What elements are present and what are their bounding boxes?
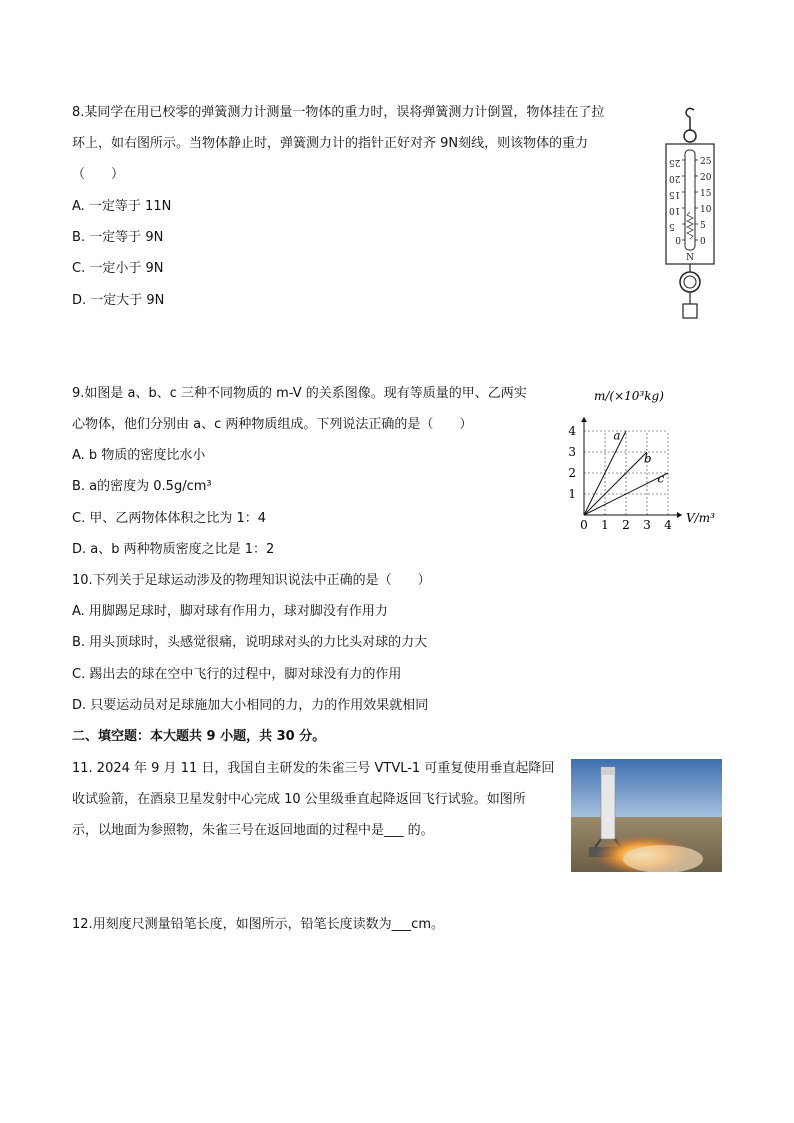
series-label-a: a bbox=[613, 428, 621, 443]
y-axis-arrow bbox=[581, 417, 587, 422]
x-tick-label: 0 bbox=[580, 518, 588, 530]
q9-stem-line2: 心物体，他们分别由 a、c 两种物质组成。下列说法正确的是（ ） bbox=[72, 417, 473, 432]
scale-tick-25-left: 25 bbox=[669, 157, 681, 167]
scale-tick-25-right: 25 bbox=[700, 157, 712, 167]
chart-xlabel: V/m³ bbox=[686, 511, 715, 525]
q9-option-d: D. a、b 两种物质密度之比是 1：2 bbox=[72, 542, 275, 557]
x-tick-label: 2 bbox=[622, 518, 630, 530]
q8-option-a: A. 一定等于 11N bbox=[72, 199, 172, 214]
chart-ylabel: m/(×10³kg) bbox=[594, 389, 664, 403]
q8-answer-paren: （ ） bbox=[72, 167, 125, 182]
series-line-b bbox=[584, 452, 647, 515]
y-tick-label: 4 bbox=[568, 424, 576, 438]
q8-option-c: C. 一定小于 9N bbox=[72, 261, 164, 276]
q10-stem: 10.下列关于足球运动涉及的物理知识说法中正确的是（ ） bbox=[72, 573, 431, 588]
scale-tick-15-left: 15 bbox=[669, 189, 681, 199]
q11-line3: 示，以地面为参照物，朱雀三号在返回地面的过程中是___ 的。 bbox=[72, 823, 434, 838]
x-axis-arrow bbox=[677, 512, 682, 518]
q8-option-b: B. 一定等于 9N bbox=[72, 230, 164, 245]
section-2-heading: 二、填空题：本大题共 9 小题，共 30 分。 bbox=[72, 729, 326, 744]
y-tick-label: 1 bbox=[568, 487, 576, 501]
q10-option-a: A. 用脚踢足球时，脚对球有作用力，球对脚没有作用力 bbox=[72, 604, 388, 619]
scale-tick-15-right: 15 bbox=[700, 189, 712, 199]
scale-tick-5-right: 5 bbox=[700, 221, 706, 231]
q10-option-b: B. 用头顶球时，头感觉很痛，说明球对头的力比头对球的力大 bbox=[72, 635, 428, 650]
q9-stem-line1: 9.如图是 a、b、c 三种不同物质的 m-V 的关系图像。现有等质量的甲、乙两实 bbox=[72, 386, 527, 401]
y-tick-label: 2 bbox=[568, 466, 576, 480]
scale-tick-10-left: 10 bbox=[669, 205, 681, 215]
scale-tick-20-right: 20 bbox=[700, 173, 712, 183]
q11-line2: 收试验箭，在酒泉卫星发射中心完成 10 公里级垂直起降返回飞行试验。如图所 bbox=[72, 792, 526, 807]
q9-option-a: A. b 物质的密度比水小 bbox=[72, 448, 206, 463]
scale-unit: N bbox=[686, 253, 694, 263]
x-tick-label: 1 bbox=[601, 518, 609, 530]
scale-tick-5-left: 5 bbox=[669, 221, 675, 231]
q10-option-d: D. 只要运动员对足球施加大小相同的力，力的作用效果就相同 bbox=[72, 698, 429, 713]
scale-tick-20-left: 20 bbox=[669, 173, 681, 183]
spring-scale-figure bbox=[654, 104, 724, 324]
series-label-c: c bbox=[657, 471, 665, 486]
q9-option-c: C. 甲、乙两物体体积之比为 1：4 bbox=[72, 511, 267, 526]
q12-line1: 12.用刻度尺测量铅笔长度，如图所示，铅笔长度读数为___cm。 bbox=[72, 917, 444, 932]
q8-stem-line1: 8.某同学在用已校零的弹簧测力计测量一物体的重力时，误将弹簧测力计倒置，物体挂在了拉 bbox=[72, 105, 605, 120]
q9-option-b: B. a的密度为 0.5g/cm³ bbox=[72, 479, 212, 494]
scale-tick-0-right: 0 bbox=[700, 237, 706, 247]
mv-chart bbox=[560, 380, 730, 530]
q10-option-c: C. 踢出去的球在空中飞行的过程中，脚对球没有力的作用 bbox=[72, 667, 402, 682]
q8-option-d: D. 一定大于 9N bbox=[72, 293, 165, 308]
q8-stem-line2: 环上，如右图所示。当物体静止时，弹簧测力计的指针正好对齐 9N刻线，则该物体的重力 bbox=[72, 136, 589, 151]
rocket-photo bbox=[571, 759, 722, 872]
y-tick-label: 3 bbox=[568, 445, 576, 459]
x-tick-label: 4 bbox=[664, 518, 672, 530]
series-label-b: b bbox=[643, 451, 652, 466]
x-tick-label: 3 bbox=[643, 518, 651, 530]
scale-tick-0-left: 0 bbox=[675, 237, 681, 247]
scale-tick-10-right: 10 bbox=[700, 205, 712, 215]
q11-line1: 11. 2024 年 9 月 11 日，我国自主研发的朱雀三号 VTVL-1 可重复使用垂直起降回 bbox=[72, 761, 555, 776]
